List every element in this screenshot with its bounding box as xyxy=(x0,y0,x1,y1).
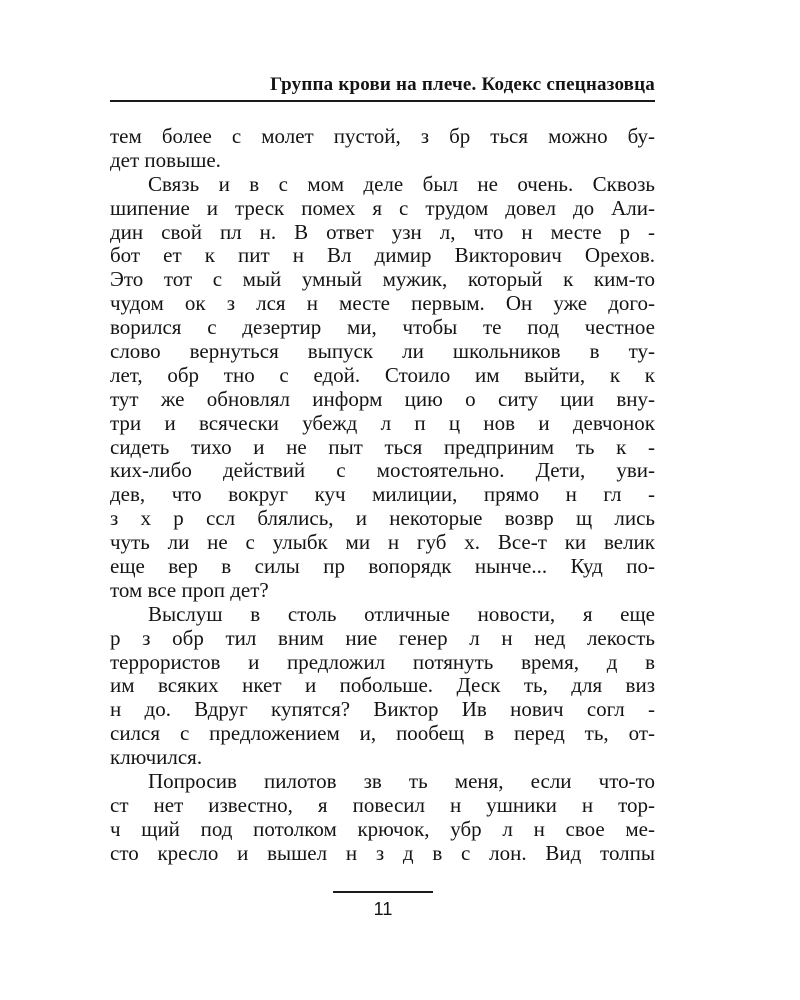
text-line: Связь и в с мом деле был не очень. Сквозь xyxy=(148,172,655,196)
text-line: том все проп дет? xyxy=(110,578,269,602)
text-line: бот ет к пит н Вл димир Викторович Орехов. xyxy=(110,244,655,268)
text-line: ч щий под потолком крючок, убр л н свое ме- xyxy=(110,817,655,841)
text-line: террористов и предложил потянуть время, д в xyxy=(110,650,655,674)
text-line: чуть ли не с улыбк ми н губ х. Все-т ки велик xyxy=(110,531,655,555)
text-line: тут же обновлял информ цию о ситу ции вну- xyxy=(110,387,655,411)
text-line: сился с предложением и, пообещ в перед ть, от- xyxy=(110,722,655,746)
text-line: дин свой пл н. В ответ узн л, что н месте р - xyxy=(110,220,655,244)
text-line: слово вернуться выпуск ли школьников в ту- xyxy=(110,340,655,364)
text-line: еще вер в силы пр вопорядк нынче... Куд по- xyxy=(110,555,655,579)
text-line: чудом ок з лся н месте первым. Он уже дого- xyxy=(110,292,655,316)
text-line: сидеть тихо и не пыт ться предприним ть к - xyxy=(110,435,655,459)
text-line: тем более с молет пустой, з бр ться можно бу- xyxy=(110,125,655,148)
text-line: р з обр тил вним ние генер л н нед лекость xyxy=(110,626,655,650)
text-line: сто кресло и вышел н з д в с лон. Вид толпы xyxy=(110,841,655,865)
page-number: 11 xyxy=(373,899,393,919)
text-line: Выслуш в столь отличные новости, я еще xyxy=(148,602,655,626)
text-line: им всяких нкет и побольше. Деск ть, для виз xyxy=(110,674,655,698)
text-line: дев, что вокруг куч милиции, прямо н гл - xyxy=(110,483,655,507)
text-line: ст нет известно, я повесил н ушники н тор- xyxy=(110,793,655,817)
text-line: Попросив пилотов зв ть меня, если что-то xyxy=(148,770,655,794)
text-line: ключился. xyxy=(110,746,203,770)
text-line: Это тот с мый умный мужик, который к ким-то xyxy=(110,268,655,292)
text-line: лет, обр тно с едой. Стоило им выйти, к к xyxy=(110,363,655,387)
header-rule xyxy=(110,100,655,102)
text-line: н до. Вдруг купятся? Виктор Ив нович согл - xyxy=(110,698,655,722)
footer-rule xyxy=(333,891,433,893)
text-line: ких-либо действий с мостоятельно. Дети, уви- xyxy=(110,459,655,483)
text-line: з х р ссл блялись, и некоторые возвр щ лись xyxy=(110,507,655,531)
text-line: дет повыше. xyxy=(110,148,221,172)
running-header-title: Группа крови на плече. Кодекс спецназовца xyxy=(270,74,655,95)
text-line: три и всячески убежд л п ц нов и девчонок xyxy=(110,411,655,435)
text-line: ворился с дезертир ми, чтобы те под честное xyxy=(110,316,655,340)
text-line: шипение и треск помех я с трудом довел до Али- xyxy=(110,196,655,220)
body-text xyxy=(110,125,655,866)
